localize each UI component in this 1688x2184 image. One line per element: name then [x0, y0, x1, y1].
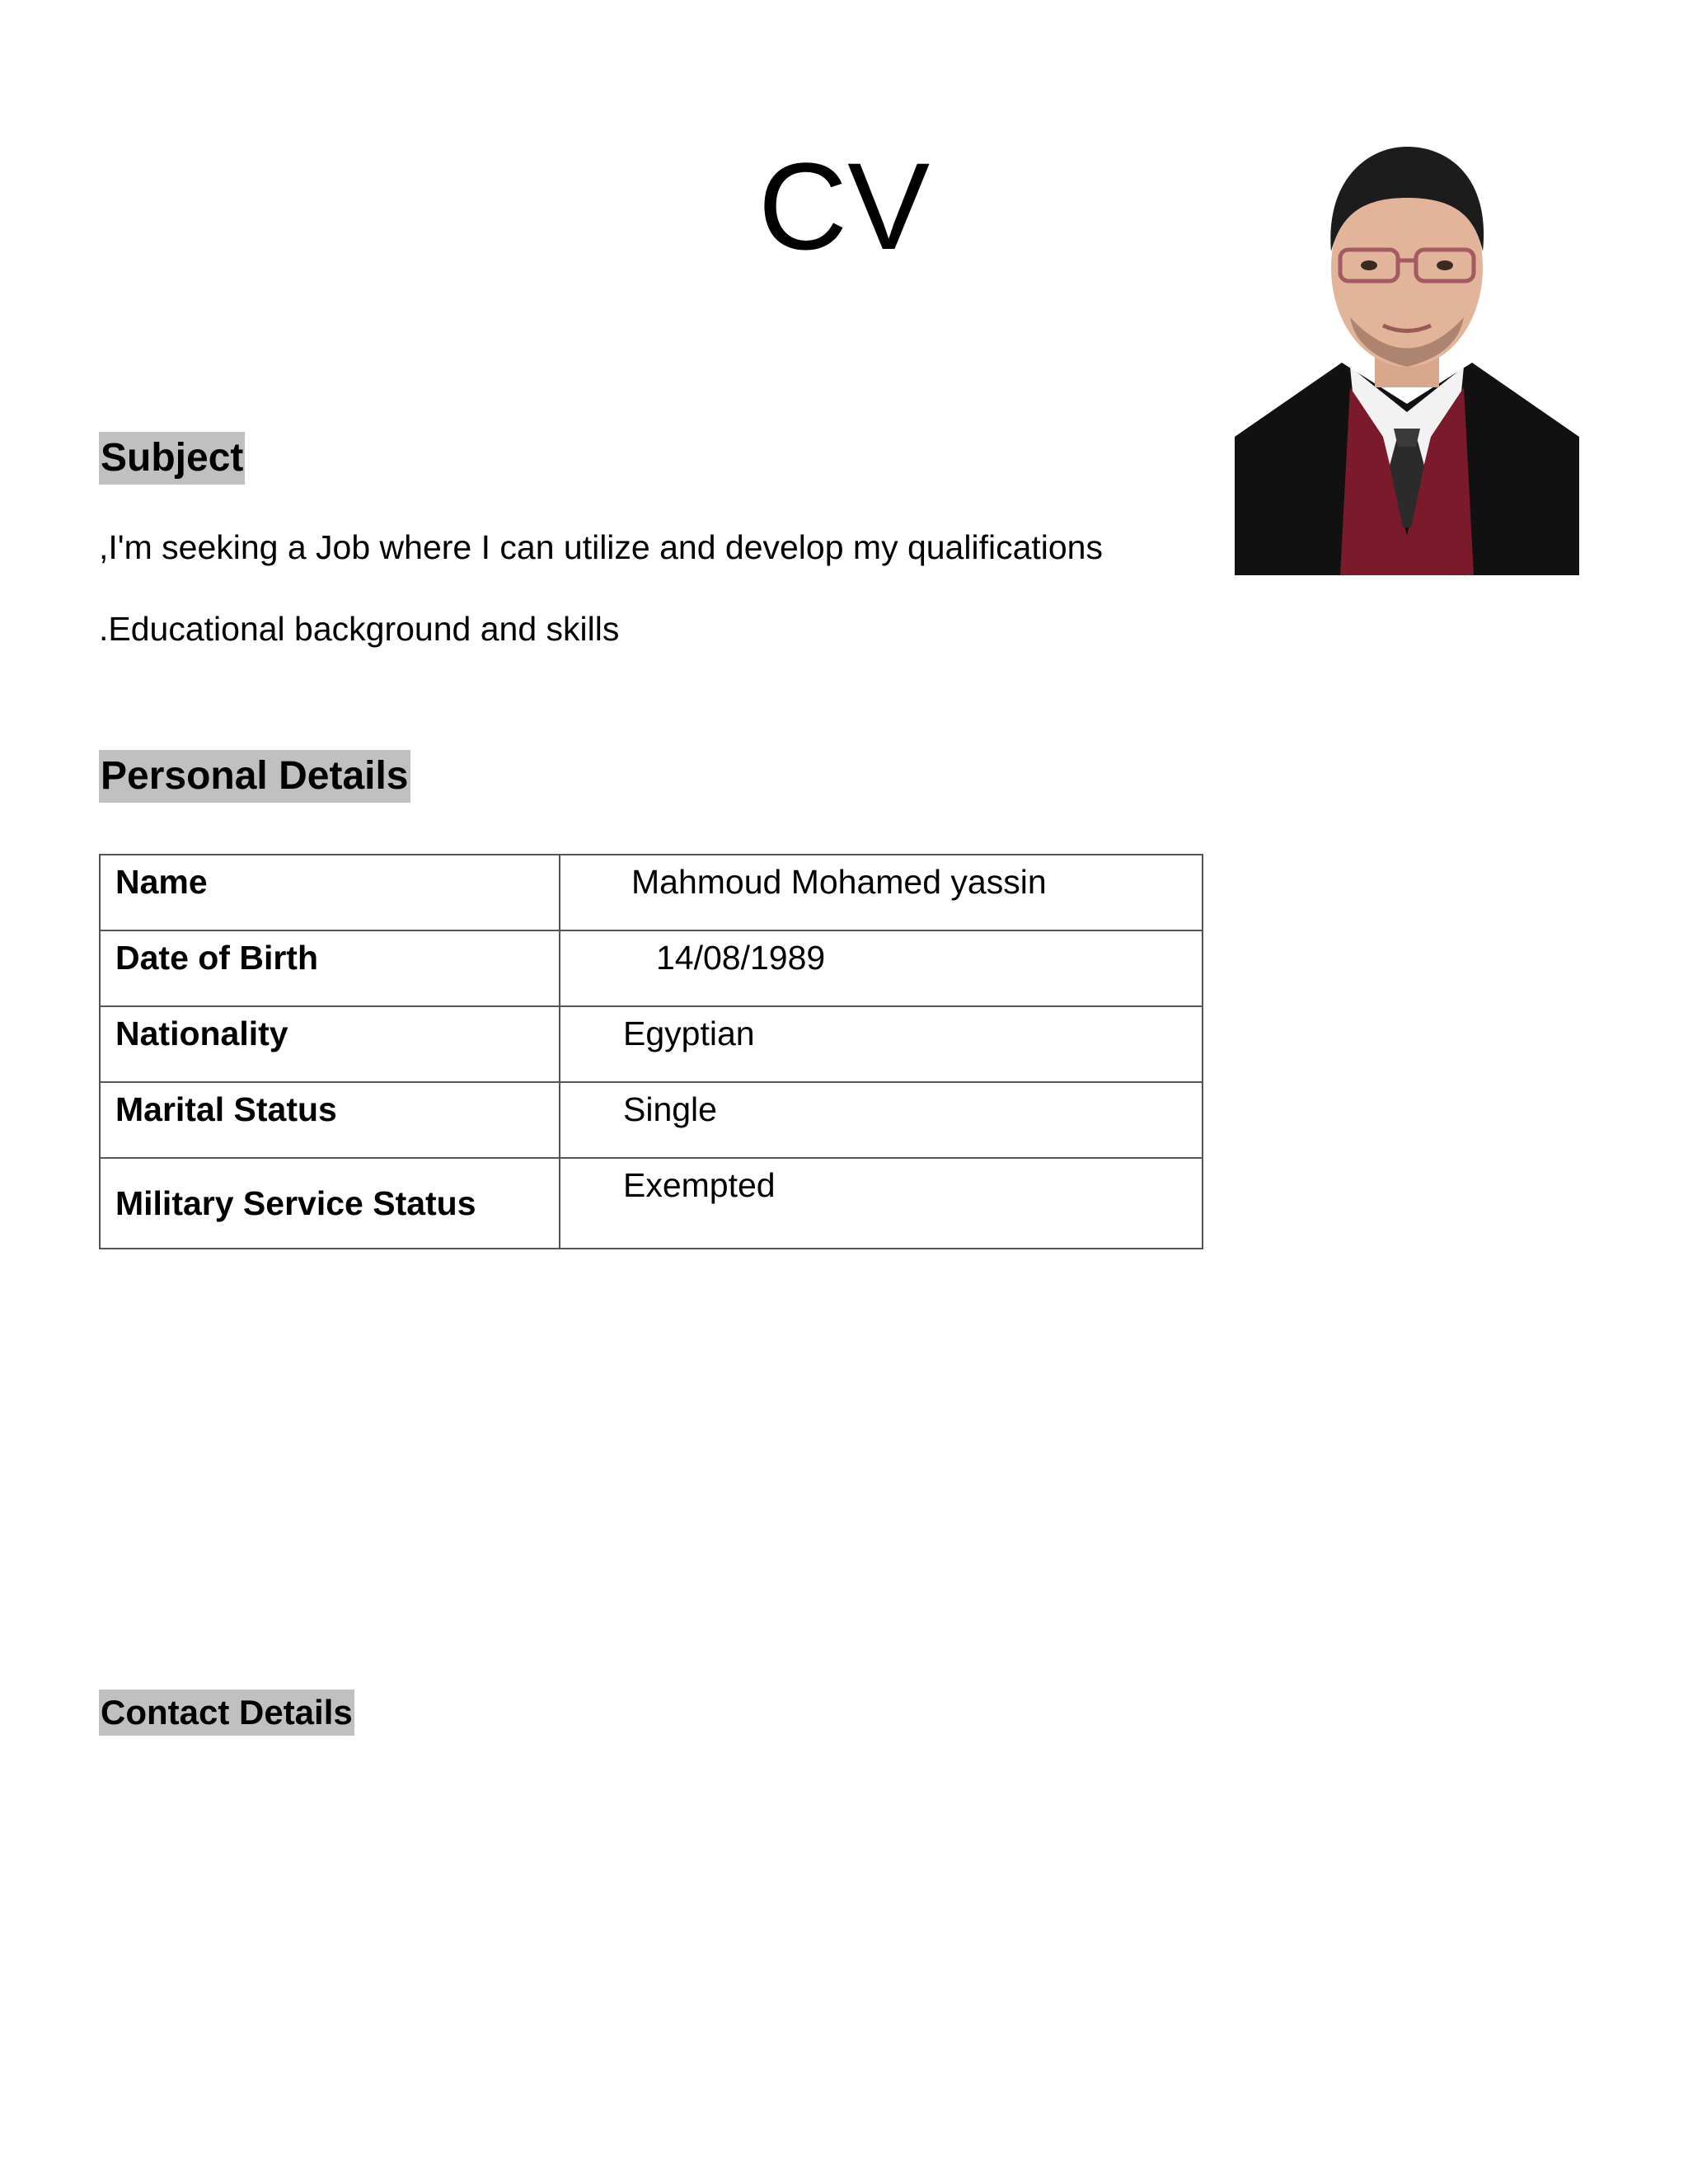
subject-heading: Subject	[99, 432, 245, 485]
row-label: Nationality	[100, 1006, 560, 1082]
row-value: Exempted	[560, 1158, 1203, 1249]
page-title: CV	[757, 137, 931, 275]
contact-details-heading: Contact Details	[99, 1690, 354, 1736]
table-row	[100, 930, 1203, 1006]
row-value: Egyptian	[560, 1006, 1203, 1082]
row-label: Name	[100, 855, 560, 930]
table-row	[100, 1006, 1203, 1082]
table-row	[100, 1082, 1203, 1158]
portrait-icon	[1235, 140, 1579, 575]
row-label: Date of Birth	[100, 930, 560, 1006]
row-value: Single	[560, 1082, 1203, 1158]
personal-details-heading: Personal Details	[99, 750, 410, 803]
table-row	[100, 855, 1203, 930]
subject-text-line-2: .Educational background and skills	[99, 610, 620, 648]
row-value: 14/08/1989	[560, 930, 1203, 1006]
personal-details-table	[99, 854, 1203, 1249]
row-value: Mahmoud Mohamed yassin	[560, 855, 1203, 930]
row-label: Marital Status	[100, 1082, 560, 1158]
table-row	[100, 1158, 1203, 1249]
portrait-photo	[1235, 140, 1579, 575]
row-label: Military Service Status	[100, 1158, 560, 1249]
subject-text-line-1: ,I'm seeking a Job where I can utilize and develop my qualifications	[99, 528, 1103, 566]
